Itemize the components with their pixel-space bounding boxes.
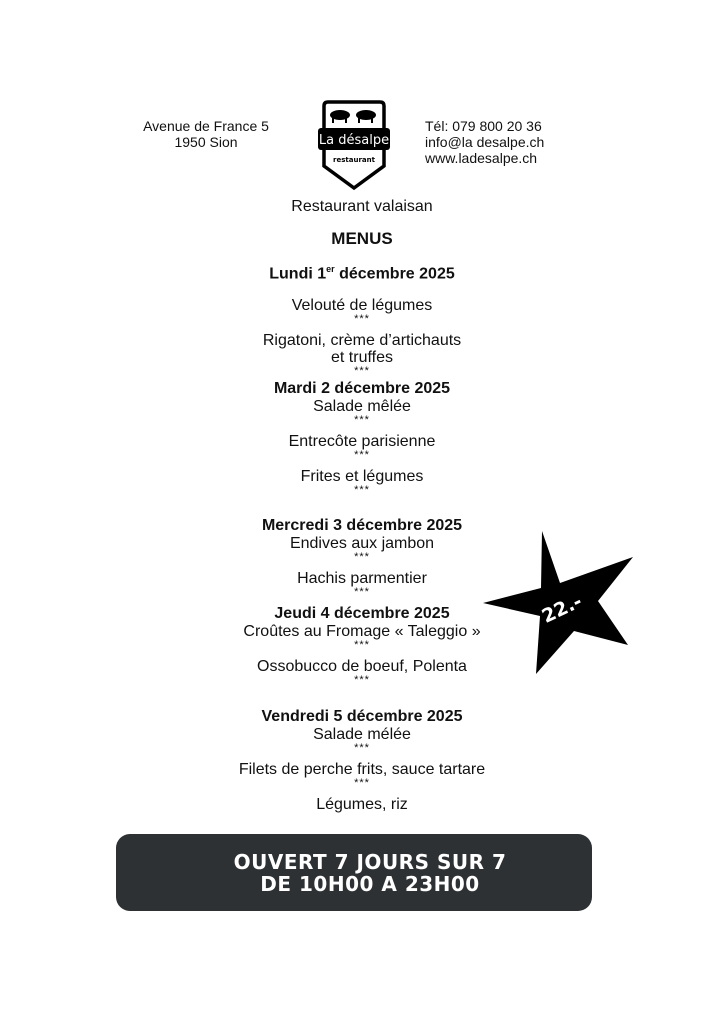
dish: Salade mêlée [313,398,411,415]
separator: *** [354,742,370,754]
separator: *** [354,365,370,378]
dish: Filets de perche frits, sauce tartare [238,761,486,778]
day-heading: Jeudi 4 décembre 2025 [274,605,450,622]
dish: Légumes, riz [316,796,408,813]
dish: Ossobucco de boeuf, Polenta [257,658,467,675]
address-city: 1950 Sion [174,134,238,150]
address-street: Avenue de France 5 [143,118,269,134]
restaurant-logo [318,100,390,192]
menu-day-monday [0,260,724,376]
day-heading: Lundi 1er décembre 2025 [269,264,455,283]
separator: *** [354,551,370,563]
dish: Croûtes au Fromage « Taleggio » [243,623,481,640]
separator: *** [354,484,370,496]
dish: et truffes [331,349,393,367]
separator: *** [354,313,370,326]
logo-tagline: restaurant [333,156,375,164]
dish: Frites et légumes [300,468,424,485]
banner-line-2: DE 10H00 A 23H00 [260,872,480,896]
email: info@la desalpe.ch [425,134,545,150]
subtitle: Restaurant valaisan [291,198,433,215]
day-heading: Mardi 2 décembre 2025 [273,380,451,397]
day-heading: Mercredi 3 décembre 2025 [261,517,463,534]
price-star-badge [480,525,640,685]
day-heading: Vendredi 5 décembre 2025 [261,708,463,725]
dish: Entrecôte parisienne [288,433,436,450]
menu-day-tuesday [0,380,724,495]
separator: *** [354,586,370,598]
banner-line-1: OUVERT 7 JOURS SUR 7 [233,850,507,874]
dish: Velouté de légumes [291,297,433,315]
separator: *** [354,414,370,426]
phone: Tél: 079 800 20 36 [425,118,542,134]
separator: *** [354,674,370,686]
contact-block [425,118,544,166]
dish: Rigatoni, crème d’artichauts [262,332,462,350]
dish: Endives aux jambon [289,535,435,552]
address-block [116,118,296,150]
separator: *** [354,449,370,461]
website: www.ladesalpe.ch [425,150,538,166]
opening-hours-banner [116,834,592,911]
price-text: 22.- [538,590,586,628]
menu-day-friday [0,708,724,813]
page-title: MENUS [331,229,393,248]
logo-name: La désalpe [318,133,390,148]
separator: *** [354,639,370,651]
dish: Hachis parmentier [297,570,427,587]
dish: Salade mélée [313,726,411,743]
separator: *** [354,777,370,789]
